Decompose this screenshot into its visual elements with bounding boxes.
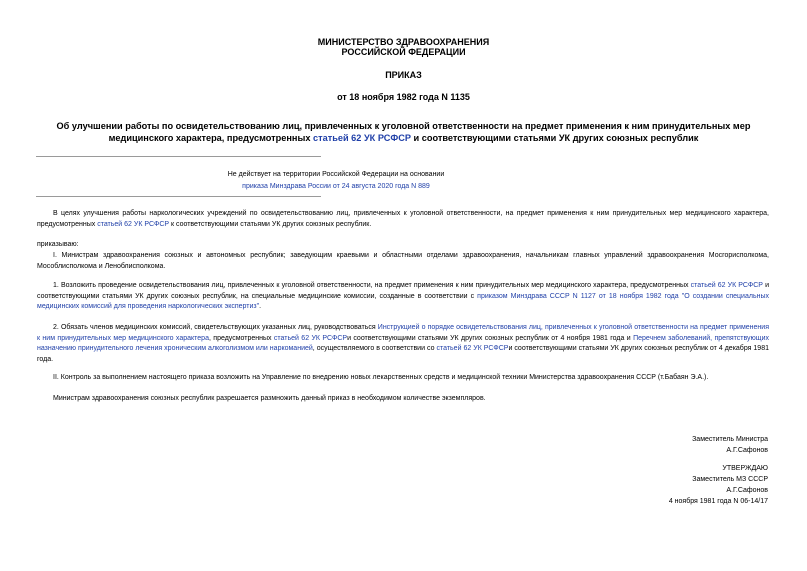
approval-word: УТВЕРЖДАЮ: [722, 465, 768, 472]
item1-1-text-end: .: [259, 303, 262, 310]
item1-2-instruction-link[interactable]: Инструкцией о порядке освидетельствования лиц, привлеченных к уголовной ответственности на предмет применения к ним принудительных мер медицинского характера: [37, 324, 769, 342]
title-line2: [0, 132, 807, 144]
item1-2-text-d: , осуществляемого в соответствии со: [312, 345, 437, 352]
doc-title: [0, 120, 807, 144]
item1-2-diseases-list-link[interactable]: Перечнем заболеваний, препятствующих назначению принудительного лечения хроническим алкоголизмом или наркоманией: [37, 334, 769, 352]
item1-2-text-b: , предусмотренных: [208, 334, 274, 342]
title-line2-end: и соответствующими статьями УК других союзных республик: [410, 133, 699, 143]
divider-top: [36, 156, 321, 157]
item1-2-text: 2. Обязать членов медицинских комиссий, свидетельствующих указанных лиц, руководствоваться: [53, 324, 378, 331]
approval-block: [669, 463, 768, 507]
doc-type: ПРИКАЗ: [385, 70, 422, 80]
item1-2-article-link-2[interactable]: статьей 62 УК РСФСР: [436, 345, 509, 352]
ministry-line2: РОССИЙСКОЙ ФЕДЕРАЦИИ: [341, 47, 466, 57]
title-line1: Об улучшении работы по освидетельствованию лиц, привлеченных к уголовной ответственности на предмет применения к ним принудительных мер: [56, 121, 751, 131]
preamble-text-end: к соответствующими статьями УК других союзных республик.: [169, 220, 372, 228]
item1-1-text-mid: и соответствующими статьями УК других союзных республик, на специальные медицинские комиссии, созданные в соответствии с: [37, 282, 770, 300]
signature-position: Заместитель Министра: [692, 436, 768, 443]
preamble-text: В целях улучшения работы наркологических учреждений по освидетельствованию лиц, привлеченных к уголовной ответственности, на предмет применения к ним принудительных мер медицинского характера, предусмотренных: [37, 210, 769, 228]
order-word: приказываю:: [37, 241, 79, 248]
status-note: [36, 169, 636, 193]
status-note-link[interactable]: приказа Минздрава России от 24 августа 2020 года N 889: [242, 183, 430, 190]
item1-1-paragraph: [37, 281, 769, 313]
preamble-paragraph: [37, 209, 769, 230]
item1-2-text-e: и соответствующими статьями УК других союзных республик от 4 декабря 1981 года.: [37, 345, 769, 363]
title-line2-start: медицинского характера, предусмотренных: [108, 133, 313, 143]
item1-2-article-link-1[interactable]: статьей 62 УК РСФСР: [273, 334, 348, 342]
preamble-article-link[interactable]: статьей 62 УК РСФСР: [97, 220, 170, 228]
approval-position: Заместитель МЗ СССР: [692, 476, 768, 483]
item1-paragraph: I. Министрам здравоохранения союзных и автономных республик; заведующим краевыми и областными отделами здравоохранения, начальникам главных управлений здравоохранения Мосгорисполкома, Мособлисполкома и Леноблисполкома.: [37, 252, 769, 270]
item1-2-paragraph: [37, 323, 769, 365]
item3-paragraph: Министрам здравоохранения союзных республик разрешается размножить данный приказ в необходимом количестве экземпляров.: [53, 395, 486, 402]
item1-2-text-c: и соответствующими статьями УК других союзных республик от 4 ноября 1981 года и: [347, 334, 634, 342]
item1-1-order-link[interactable]: приказом Минздрава СССР N 1127 от 18 ноября 1982 года "О создании специальных медицинских комиссий для проведения наркологических экспертиз": [37, 292, 769, 310]
ministry-line1: МИНИСТЕРСТВО ЗДРАВООХРАНЕНИЯ: [317, 37, 490, 47]
item2-paragraph: II. Контроль за выполнением настоящего приказа возложить на Управление по внедрению новых лекарственных средств и медицинской техники Министерства здравоохранения СССР (т.Бабаян Э.А.).: [53, 374, 709, 381]
title-article-link[interactable]: статьей 62 УК РСФСР: [313, 133, 411, 143]
signature-name: А.Г.Сафонов: [726, 447, 768, 454]
approval-name: А.Г.Сафонов: [726, 487, 768, 494]
item1-1-text: 1. Возложить проведение освидетельствования лиц, привлеченных к уголовной ответственности, на предмет применения к ним принудительных мер медицинского характера, предусмотренных: [53, 282, 691, 289]
status-note-text: Не действует на территории Российской Федерации на основании: [227, 171, 445, 178]
item1-1-article-link[interactable]: статьей 62 УК РСФСР: [690, 282, 763, 289]
approval-date: 4 ноября 1981 года N 06-14/17: [668, 498, 768, 505]
signature-block: [692, 434, 768, 456]
doc-date-number: от 18 ноября 1982 года N 1135: [337, 92, 470, 102]
divider-bottom: [36, 196, 321, 197]
